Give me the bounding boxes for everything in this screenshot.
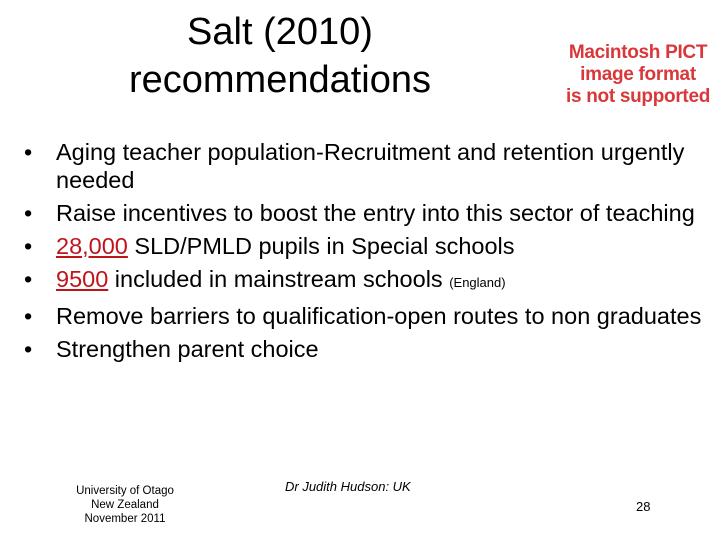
footer-left-line-2: New Zealand — [91, 499, 159, 511]
bullet-small-note: (England) — [449, 275, 506, 290]
bullet-text: Strengthen parent choice — [56, 336, 319, 362]
bullet-text: Remove barriers to qualification-open routes to non graduates — [56, 303, 702, 329]
bullet-list — [24, 138, 714, 368]
placeholder-line-2: image format — [580, 64, 696, 85]
bullet-dot-icon: • — [24, 303, 33, 329]
bullet-item — [24, 138, 714, 194]
bullet-item — [24, 199, 714, 227]
footer-institution — [60, 484, 190, 526]
bullet-dot-icon: • — [24, 266, 33, 292]
bullet-text: Aging teacher population-Recruitment and retention urgently needed — [56, 139, 685, 193]
bullet-text: SLD/PMLD pupils in Special schools — [127, 233, 515, 259]
slide-title — [60, 8, 500, 104]
unsupported-image-placeholder — [560, 42, 716, 118]
bullet-item — [24, 302, 714, 330]
placeholder-line-3: is not supported — [565, 86, 711, 107]
bullet-item — [24, 265, 714, 297]
bullet-highlight-number: 28,000 — [56, 233, 128, 259]
bullet-text: Raise incentives to boost the entry into this sector of teaching — [56, 200, 695, 226]
placeholder-line-1: Macintosh PICT — [568, 42, 708, 63]
footer-left-line-3: November 2011 — [84, 513, 166, 525]
bullet-text: included in mainstream schools — [108, 266, 450, 292]
title-line-1: Salt (2010) — [187, 11, 373, 53]
bullet-dot-icon: • — [24, 139, 33, 165]
bullet-highlight-number: 9500 — [56, 266, 109, 292]
page-number: 28 — [636, 499, 651, 514]
bullet-dot-icon: • — [24, 336, 33, 362]
footer-author: Dr Judith Hudson: UK — [285, 479, 411, 494]
bullet-item — [24, 335, 714, 363]
bullet-item — [24, 232, 714, 260]
title-line-2: recommendations — [128, 59, 432, 101]
bullet-dot-icon: • — [24, 233, 33, 259]
footer-left-line-1: University of Otago — [76, 485, 174, 497]
bullet-dot-icon: • — [24, 200, 33, 226]
